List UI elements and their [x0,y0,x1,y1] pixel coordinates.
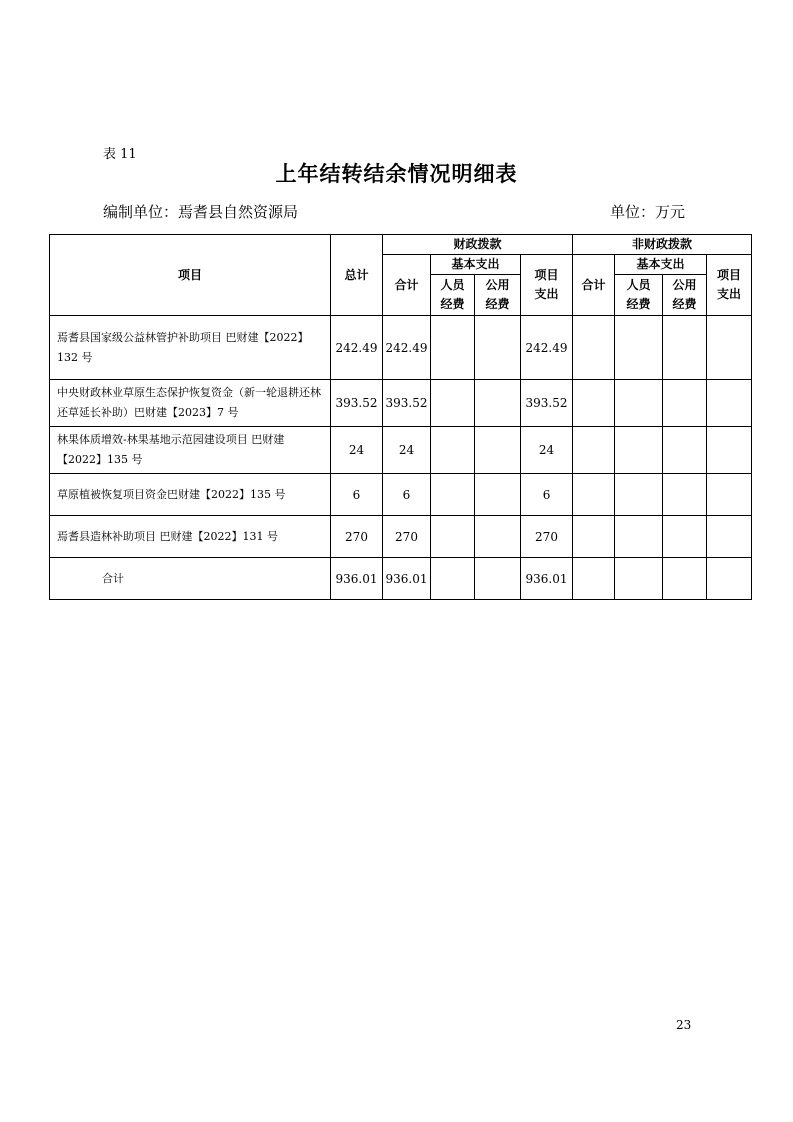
cell-project: 草原植被恢复项目资金巴财建【2022】135 号 [50,474,331,516]
header-total: 总计 [331,235,383,316]
header-fiscal-personnel: 人员 经费 [431,275,475,316]
unit-label: 单位：万元 [610,203,686,221]
organization-label: 编制单位：焉耆县自然资源局 [103,203,299,221]
cell-project: 林果体质增效-林果基地示范园建设项目 巴财建【2022】135 号 [50,427,331,474]
table-total-row [50,558,752,600]
cell-nonfiscal-personnel [615,316,663,380]
cell-fiscal-project: 242.49 [521,316,573,380]
cell-nonfiscal-public [663,558,707,600]
cell-fiscal-project: 24 [521,427,573,474]
cell-nonfiscal-sum [573,316,615,380]
cell-fiscal-project: 270 [521,516,573,558]
carryover-table [49,234,752,600]
cell-fiscal-personnel [431,316,475,380]
cell-nonfiscal-public [663,427,707,474]
header-fiscal-basic: 基本支出 [431,255,521,275]
cell-fiscal-public [475,474,521,516]
cell-nonfiscal-sum [573,516,615,558]
cell-project: 焉耆县国家级公益林管护补助项目 巴财建【2022】132 号 [50,316,331,380]
cell-fiscal-sum: 6 [383,474,431,516]
cell-nonfiscal-project [707,474,752,516]
cell-nonfiscal-personnel [615,516,663,558]
cell-nonfiscal-project [707,558,752,600]
cell-nonfiscal-sum [573,380,615,427]
cell-total: 6 [331,474,383,516]
header-nonfiscal-personnel: 人员 经费 [615,275,663,316]
cell-fiscal-public [475,516,521,558]
header-nonfiscal-subtotal: 合计 [573,255,615,316]
header-nonfiscal: 非财政拨款 [573,235,752,255]
cell-fiscal-public [475,316,521,380]
cell-nonfiscal-personnel [615,558,663,600]
header-fiscal-subtotal: 合计 [383,255,431,316]
cell-nonfiscal-project [707,316,752,380]
cell-fiscal-personnel [431,380,475,427]
table-row [50,380,752,427]
page-number: 23 [676,1018,692,1032]
cell-fiscal-project: 393.52 [521,380,573,427]
cell-nonfiscal-personnel [615,380,663,427]
cell-fiscal-personnel [431,474,475,516]
cell-fiscal-personnel [431,427,475,474]
cell-fiscal-sum: 393.52 [383,380,431,427]
header-fiscal: 财政拨款 [383,235,573,255]
header-nonfiscal-project: 项目 支出 [707,255,752,316]
header-nonfiscal-public: 公用 经费 [663,275,707,316]
cell-nonfiscal-sum [573,474,615,516]
cell-nonfiscal-personnel [615,427,663,474]
cell-nonfiscal-sum [573,558,615,600]
cell-nonfiscal-personnel [615,474,663,516]
cell-fiscal-personnel [431,558,475,600]
cell-fiscal-personnel [431,516,475,558]
cell-nonfiscal-project [707,380,752,427]
header-fiscal-project: 项目 支出 [521,255,573,316]
table-row [50,516,752,558]
cell-fiscal-sum: 270 [383,516,431,558]
cell-fiscal-public [475,380,521,427]
cell-total: 24 [331,427,383,474]
table-number: 表 11 [103,147,137,162]
cell-fiscal-sum: 242.49 [383,316,431,380]
cell-fiscal-sum: 936.01 [383,558,431,600]
cell-nonfiscal-public [663,316,707,380]
cell-fiscal-project: 936.01 [521,558,573,600]
cell-nonfiscal-project [707,427,752,474]
cell-nonfiscal-public [663,474,707,516]
cell-fiscal-sum: 24 [383,427,431,474]
cell-total: 936.01 [331,558,383,600]
table-row [50,316,752,380]
cell-nonfiscal-project [707,516,752,558]
cell-project: 焉耆县造林补助项目 巴财建【2022】131 号 [50,516,331,558]
cell-total: 242.49 [331,316,383,380]
table-row [50,474,752,516]
cell-total: 393.52 [331,380,383,427]
cell-project: 中央财政林业草原生态保护恢复资金（新一轮退耕还林还草延长补助）巴财建【2023】7 号 [50,380,331,427]
header-fiscal-public: 公用 经费 [475,275,521,316]
cell-nonfiscal-public [663,380,707,427]
table-row [50,427,752,474]
page-title: 上年结转结余情况明细表 [275,161,518,186]
cell-nonfiscal-public [663,516,707,558]
header-project: 项目 [50,235,331,316]
cell-fiscal-project: 6 [521,474,573,516]
header-nonfiscal-basic: 基本支出 [615,255,707,275]
cell-project: 合计 [50,558,331,600]
cell-nonfiscal-sum [573,427,615,474]
cell-fiscal-public [475,427,521,474]
cell-total: 270 [331,516,383,558]
cell-fiscal-public [475,558,521,600]
